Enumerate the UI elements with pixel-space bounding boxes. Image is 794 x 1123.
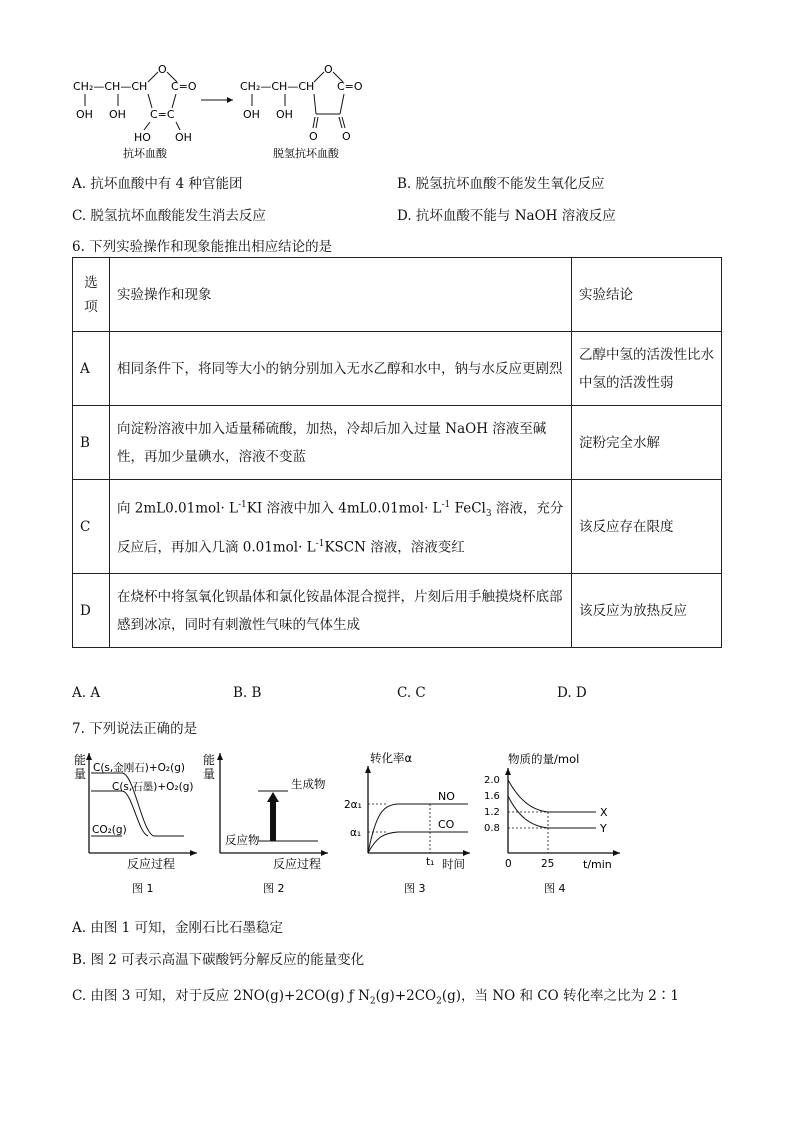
fig2-ylabel-2: 量 — [203, 767, 216, 781]
fig3-series-co: CO — [438, 818, 455, 831]
fig4-ytick: 1.2 — [484, 807, 500, 818]
table-row — [73, 406, 722, 480]
fig4-ytick: 2.0 — [484, 775, 500, 786]
fig1-ylabel-2: 量 — [74, 767, 87, 781]
fig4-xtick: 25 — [541, 858, 555, 870]
enol-ho: HO — [134, 131, 151, 144]
q5-option-a: A. 抗坏血酸中有 4 种官能团 — [72, 176, 243, 192]
fig2-ylabel-1: 能 — [203, 753, 216, 767]
fig4-series-x: X — [600, 806, 608, 819]
enol-oh: OH — [175, 131, 192, 144]
fig1-graphite-label: C(s,石墨)+O₂(g) — [112, 781, 194, 793]
row-operation: 在烧杯中将氢氧化钡晶体和氯化铵晶体混合搅拌，片刻后用手触摸烧杯底部感到冰凉，同时有刺激性气味的气体生成 — [110, 574, 572, 648]
q7-option-a: A. 由图 1 可知，金刚石比石墨稳定 — [72, 920, 284, 936]
fig1-xlabel: 反应过程 — [127, 857, 176, 871]
row-option: A — [73, 332, 110, 406]
fig3-series-no: NO — [438, 790, 455, 803]
enol-cc: C=C — [150, 108, 175, 121]
table-header-row — [73, 258, 722, 332]
diketone-o-1: O — [309, 130, 318, 143]
q6-answer-d: D. D — [557, 685, 587, 701]
left-oh-1: OH — [76, 108, 93, 121]
fig1-ylabel-1: 能 — [74, 753, 87, 767]
q7-option-b: B. 图 2 可表示高温下碳酸钙分解反应的能量变化 — [72, 952, 365, 968]
right-chain: CH₂—CH—CH — [240, 80, 315, 93]
header-option-2: 项 — [84, 298, 98, 315]
row-option: B — [73, 406, 110, 480]
fig3-caption: 图 3 — [404, 882, 426, 895]
figure-1 — [72, 748, 202, 898]
table-row — [73, 480, 722, 574]
fig4-series-y: Y — [600, 822, 607, 835]
ascorbic-acid-structures — [68, 60, 388, 160]
row-operation: 向 $2mL0.01mol\cdot L^{-1}KI$ 溶液中加入 $4mL0.01mol\cdot L^{-1}$ FeCl$_3$ 溶液，充分反应后，再加入几滴 $0.01mol\cdot L^{-1}KSCN$ 溶液，溶液变红 — [110, 480, 572, 574]
row-operation: 向淀粉溶液中加入适量稀硫酸，加热，冷却后加入过量 NaOH 溶液至碱性，再加少量碘水，溶液不变蓝 — [110, 406, 572, 480]
q6-table — [72, 257, 722, 648]
table-row — [73, 574, 722, 648]
name-dehydro: 脱氢抗坏血酸 — [273, 147, 339, 160]
row-conclusion: 乙醇中氢的活泼性比水中氢的活泼性弱 — [572, 332, 722, 406]
q5-option-c: C. 脱氢抗坏血酸能发生消去反应 — [72, 208, 266, 224]
fig2-xlabel: 反应过程 — [273, 857, 322, 871]
ring-o-right: O — [324, 63, 333, 76]
ring-o-left: O — [158, 63, 167, 76]
fig1-caption: 图 1 — [132, 882, 154, 895]
row-conclusion: 淀粉完全水解 — [572, 406, 722, 480]
fig1-diamond-label: C(s,金刚石)+O₂(g) — [93, 762, 185, 774]
q5-option-d: D. 抗坏血酸不能与 NaOH 溶液反应 — [397, 208, 616, 224]
fig4-ylabel: 物质的量/mol — [508, 752, 580, 766]
header-conclusion: 实验结论 — [572, 258, 722, 332]
row-conclusion: 该反应存在限度 — [572, 480, 722, 574]
q6-answer-a: A. A — [72, 685, 101, 701]
q6-answer-b: B. B — [233, 685, 262, 701]
q6-answer-c: C. C — [397, 685, 426, 701]
q7-stem: 7. 下列说法正确的是 — [72, 721, 198, 737]
right-oh-1: OH — [243, 108, 260, 121]
row-option: C — [73, 480, 110, 574]
diketone-o-2: O — [342, 130, 351, 143]
table-row — [73, 332, 722, 406]
fig1-co2-label: CO₂(g) — [92, 824, 127, 836]
figure-4 — [478, 748, 628, 898]
name-ascorbic: 抗坏血酸 — [123, 147, 167, 160]
carbonyl-right: C=O — [337, 80, 363, 93]
fig2-caption: 图 2 — [263, 882, 285, 895]
fig2-reactant-label: 反应物 — [225, 833, 260, 847]
fig3-xtick: t₁ — [426, 856, 435, 868]
header-operation: 实验操作和现象 — [110, 258, 572, 332]
fig2-product-label: 生成物 — [291, 777, 326, 791]
fig4-caption: 图 4 — [544, 882, 566, 895]
fig3-xlabel: 时间 — [442, 857, 465, 871]
fig3-ytick-lo: α₁ — [350, 827, 362, 839]
carbonyl-left: C=O — [171, 80, 197, 93]
row-operation: 相同条件下，将同等大小的钠分别加入无水乙醇和水中，钠与水反应更剧烈 — [110, 332, 572, 406]
q7-option-c: C. 由图 3 可知，对于反应 2NO(g)+2CO(g) ƒ $N_2(g)+2CO_2(g)$，当 NO 和 CO 转化率之比为 2∶1 — [72, 988, 679, 1007]
fig3-ytick-hi: 2α₁ — [344, 799, 362, 811]
fig4-ytick: 0.8 — [484, 823, 500, 834]
fig4-ytick: 1.6 — [484, 791, 500, 802]
row-conclusion: 该反应为放热反应 — [572, 574, 722, 648]
right-oh-2: OH — [276, 108, 293, 121]
left-oh-2: OH — [109, 108, 126, 121]
q6-stem: 6. 下列实验操作和现象能推出相应结论的是 — [72, 239, 333, 255]
header-option-1: 选 — [84, 274, 98, 291]
row-option: D — [73, 574, 110, 648]
figure-3 — [338, 748, 478, 898]
q5-option-b: B. 脱氢抗坏血酸不能发生氧化反应 — [397, 176, 605, 192]
left-chain: CH₂—CH—CH — [73, 80, 148, 93]
figure-2 — [203, 748, 333, 898]
fig4-xlabel: t/min — [583, 858, 612, 871]
fig3-ylabel: 转化率α — [370, 751, 413, 765]
fig4-xtick: 0 — [505, 858, 512, 870]
header-option — [73, 258, 110, 332]
